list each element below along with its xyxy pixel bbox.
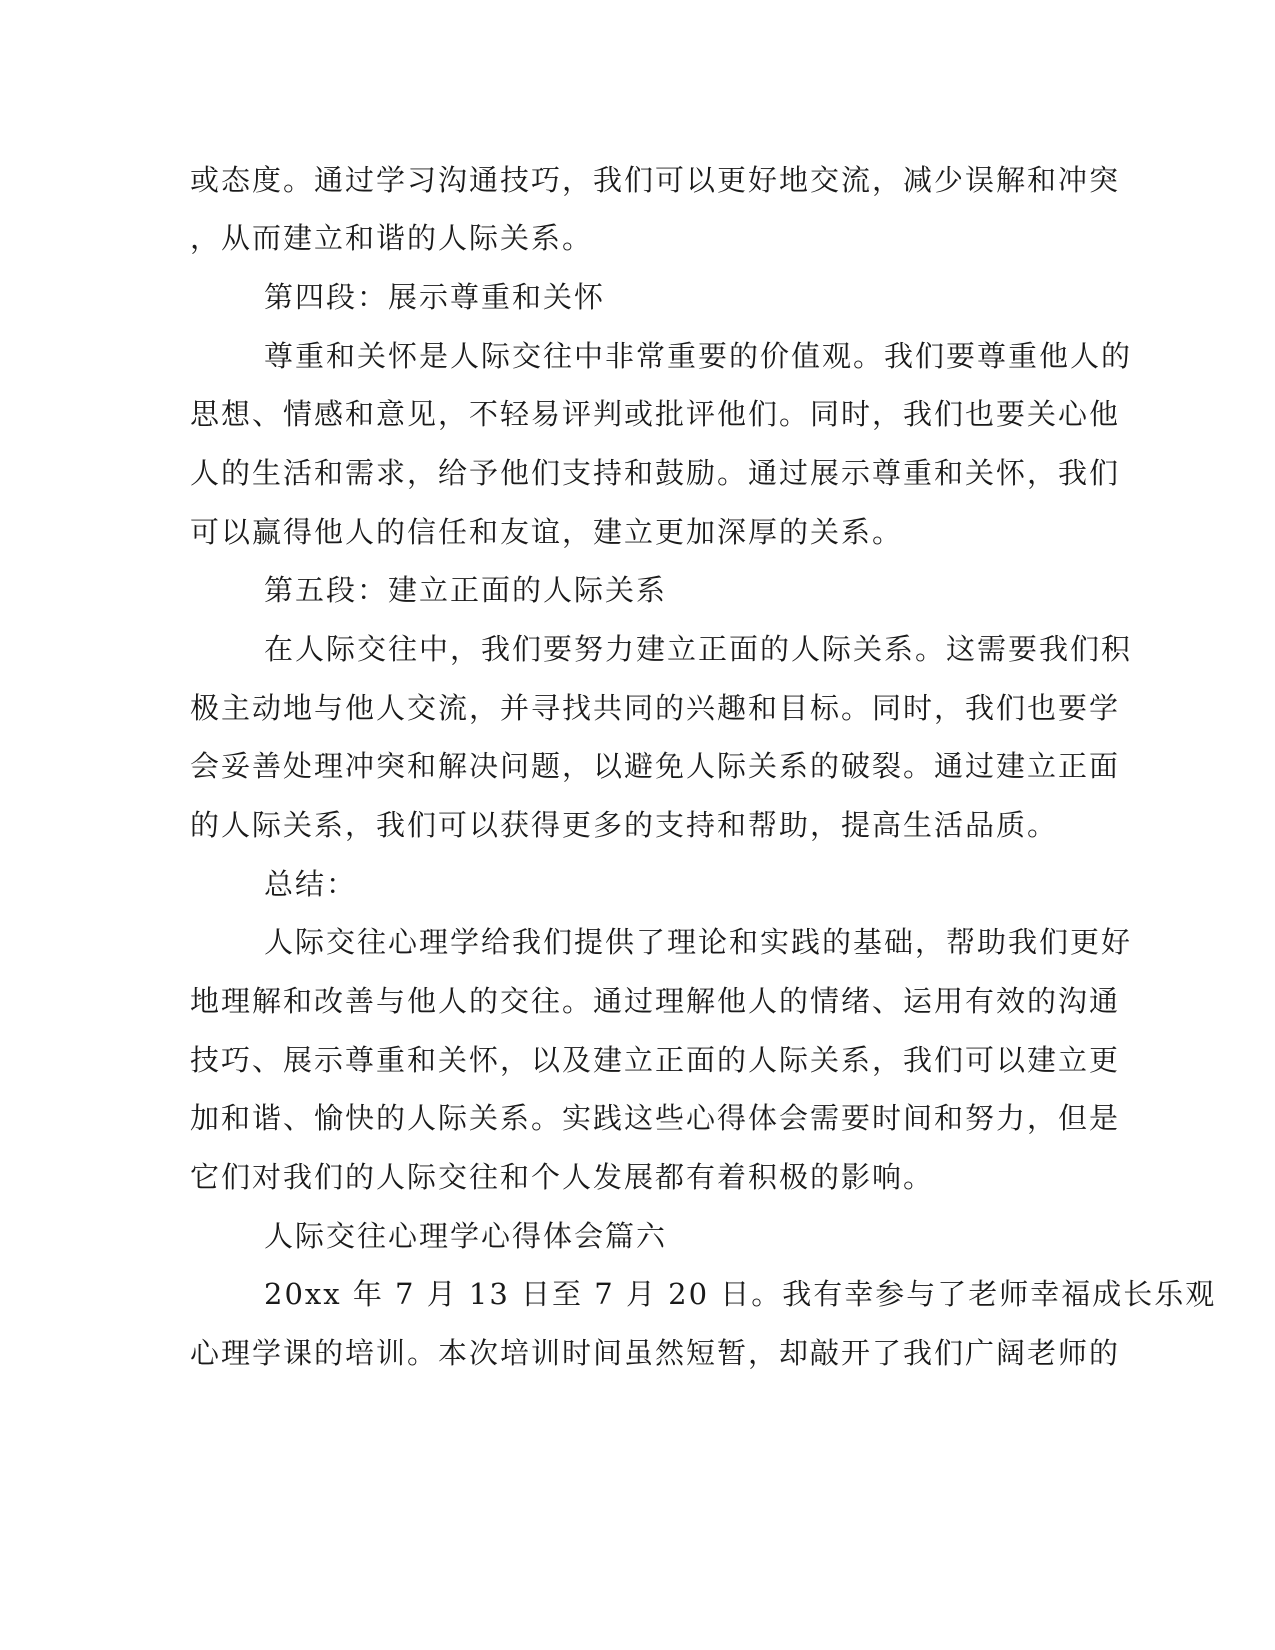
text-line: 或态度。通过学习沟通技巧，我们可以更好地交流，减少误解和冲突: [190, 163, 1121, 197]
text-line: 人际交往心理学给我们提供了理论和实践的基础，帮助我们更好: [264, 925, 1133, 959]
text-line: 人的生活和需求，给予他们支持和鼓励。通过展示尊重和关怀，我们: [190, 456, 1121, 490]
text-line: ，从而建立和谐的人际关系。: [190, 221, 594, 255]
text-line: 可以赢得他人的信任和友谊，建立更加深厚的关系。: [190, 515, 904, 549]
text-line: 思想、情感和意见，不轻易评判或批评他们。同时，我们也要关心他: [190, 397, 1121, 431]
text-line: 的人际关系，我们可以获得更多的支持和帮助，提高生活品质。: [190, 808, 1059, 842]
text-line: 会妥善处理冲突和解决问题，以避免人际关系的破裂。通过建立正面: [190, 749, 1121, 783]
section-heading: 第五段：建立正面的人际关系: [264, 573, 668, 607]
text-line: 20xx 年 7 月 13 日至 7 月 20 日。我有幸参与了老师幸福成长乐观: [264, 1277, 1217, 1311]
section-heading: 总结：: [264, 867, 358, 901]
text-line: 加和谐、愉快的人际关系。实践这些心得体会需要时间和努力，但是: [190, 1101, 1121, 1135]
section-heading: 人际交往心理学心得体会篇六: [264, 1219, 668, 1253]
text-line: 极主动地与他人交流，并寻找共同的兴趣和目标。同时，我们也要学: [190, 691, 1121, 725]
text-line: 在人际交往中，我们要努力建立正面的人际关系。这需要我们积: [264, 632, 1133, 666]
text-line: 尊重和关怀是人际交往中非常重要的价值观。我们要尊重他人的: [264, 339, 1133, 373]
text-line: 心理学课的培训。本次培训时间虽然短暂，却敲开了我们广阔老师的: [190, 1336, 1121, 1370]
text-line: 它们对我们的人际交往和个人发展都有着积极的影响。: [190, 1160, 935, 1194]
section-heading: 第四段：展示尊重和关怀: [264, 280, 606, 314]
text-line: 地理解和改善与他人的交往。通过理解他人的情绪、运用有效的沟通: [190, 984, 1121, 1018]
text-line: 技巧、展示尊重和关怀，以及建立正面的人际关系，我们可以建立更: [190, 1043, 1121, 1077]
